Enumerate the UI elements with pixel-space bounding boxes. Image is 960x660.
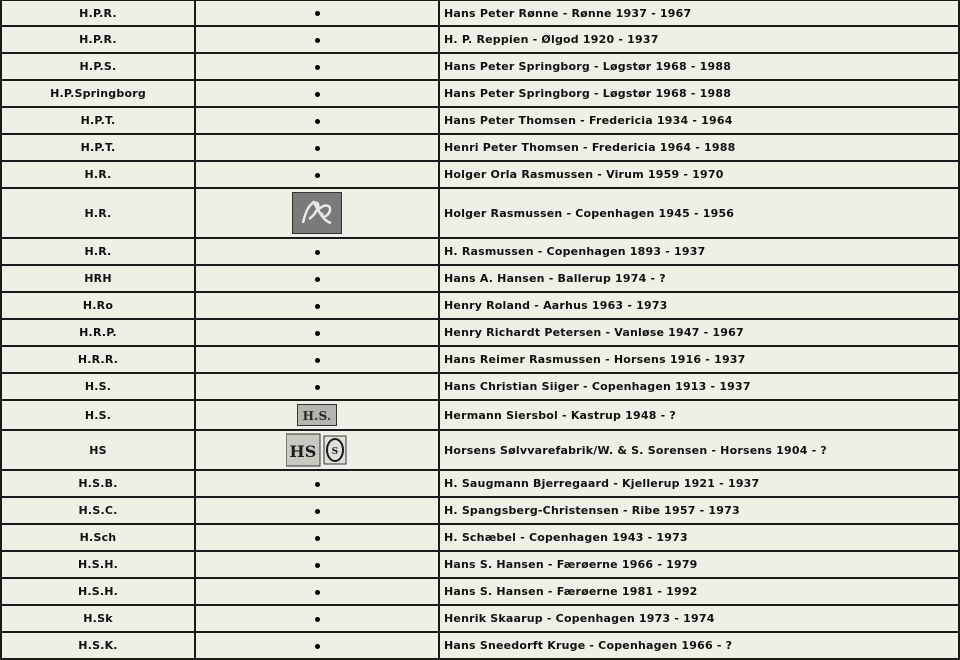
table-row [1, 134, 959, 161]
mark-cell [195, 497, 439, 524]
table-row [1, 238, 959, 265]
abbreviation-cell: HRH [1, 265, 195, 292]
bullet-icon [315, 173, 320, 178]
mark-cell [195, 53, 439, 80]
hs-double-stamp-image [286, 433, 348, 467]
table-row [1, 470, 959, 497]
bullet-icon [315, 11, 320, 16]
bullet-icon [315, 304, 320, 309]
bullet-icon [315, 482, 320, 487]
mark-cell [195, 319, 439, 346]
mark-cell [195, 188, 439, 238]
bullet-icon [315, 590, 320, 595]
abbreviation-cell: H.R.R. [1, 346, 195, 373]
maker-cell: H. Saugmann Bjerregaard - Kjellerup 1921 - 1937 [439, 470, 959, 497]
mark-cell [195, 400, 439, 430]
mark-cell [195, 578, 439, 605]
maker-cell: Henri Peter Thomsen - Fredericia 1964 - 1988 [439, 134, 959, 161]
bullet-icon [315, 38, 320, 43]
abbreviation-cell: H.S.K. [1, 632, 195, 659]
table-row [1, 26, 959, 53]
table-row [1, 578, 959, 605]
table-row [1, 400, 959, 430]
abbreviation-cell: H.P.Springborg [1, 80, 195, 107]
abbreviation-cell: H.P.T. [1, 107, 195, 134]
maker-cell: Hermann Siersbol - Kastrup 1948 - ? [439, 400, 959, 430]
abbreviation-cell: H.R. [1, 161, 195, 188]
mark-cell [195, 373, 439, 400]
mark-cell [195, 161, 439, 188]
maker-cell: Hans Peter Thomsen - Fredericia 1934 - 1964 [439, 107, 959, 134]
bullet-icon [315, 358, 320, 363]
maker-cell: Henrik Skaarup - Copenhagen 1973 - 1974 [439, 605, 959, 632]
bullet-icon [315, 119, 320, 124]
bullet-icon [315, 146, 320, 151]
table-row [1, 107, 959, 134]
mark-cell [195, 551, 439, 578]
maker-cell: H. Spangsberg-Christensen - Ribe 1957 - 1973 [439, 497, 959, 524]
bullet-icon [315, 65, 320, 70]
table-row [1, 524, 959, 551]
maker-cell: Hans Sneedorft Kruge - Copenhagen 1966 - ? [439, 632, 959, 659]
abbreviation-cell: H.R.P. [1, 319, 195, 346]
table-row [1, 80, 959, 107]
mark-cell [195, 0, 439, 26]
maker-cell: Hans Reimer Rasmussen - Horsens 1916 - 1937 [439, 346, 959, 373]
abbreviation-cell: H.P.R. [1, 26, 195, 53]
hs-stamp-image [297, 404, 337, 426]
bullet-icon [315, 250, 320, 255]
abbreviation-cell: H.S. [1, 373, 195, 400]
bullet-icon [315, 644, 320, 649]
abbreviation-cell: H.R. [1, 238, 195, 265]
abbreviation-cell: H.P.R. [1, 0, 195, 26]
table-row [1, 265, 959, 292]
mark-cell [195, 238, 439, 265]
maker-cell: H. Schæbel - Copenhagen 1943 - 1973 [439, 524, 959, 551]
svg-text:HS: HS [289, 442, 317, 461]
bullet-icon [315, 385, 320, 390]
abbreviation-cell: H.S.H. [1, 578, 195, 605]
table-row [1, 551, 959, 578]
table-row [1, 292, 959, 319]
abbreviation-cell: H.S.B. [1, 470, 195, 497]
svg-text:S: S [331, 447, 339, 457]
abbreviation-cell: H.P.T. [1, 134, 195, 161]
mark-cell [195, 107, 439, 134]
table-row [1, 346, 959, 373]
maker-cell: Hans Peter Rønne - Rønne 1937 - 1967 [439, 0, 959, 26]
abbreviation-cell: H.Sch [1, 524, 195, 551]
maker-cell: Hans S. Hansen - Færøerne 1966 - 1979 [439, 551, 959, 578]
abbreviation-cell: H.S.C. [1, 497, 195, 524]
bullet-icon [315, 536, 320, 541]
maker-cell: H. Rasmussen - Copenhagen 1893 - 1937 [439, 238, 959, 265]
abbreviation-cell: H.S.H. [1, 551, 195, 578]
maker-cell: Henry Roland - Aarhus 1963 - 1973 [439, 292, 959, 319]
bullet-icon [315, 509, 320, 514]
bullet-icon [315, 277, 320, 282]
mark-cell [195, 292, 439, 319]
table-row [1, 161, 959, 188]
maker-cell: Horsens Sølvvarefabrik/W. & S. Sorensen - Horsens 1904 - ? [439, 430, 959, 470]
maker-cell: Hans Christian Siiger - Copenhagen 1913 - 1937 [439, 373, 959, 400]
svg-text:H.S.: H.S. [302, 409, 332, 423]
mark-cell [195, 26, 439, 53]
mark-cell [195, 470, 439, 497]
mark-cell [195, 430, 439, 470]
maker-cell: Hans Peter Springborg - Løgstør 1968 - 1988 [439, 53, 959, 80]
maker-cell: Hans S. Hansen - Færøerne 1981 - 1992 [439, 578, 959, 605]
mark-cell [195, 632, 439, 659]
mark-cell [195, 265, 439, 292]
mark-cell [195, 80, 439, 107]
maker-cell: Henry Richardt Petersen - Vanløse 1947 - 1967 [439, 319, 959, 346]
abbreviation-cell: H.S. [1, 400, 195, 430]
maker-cell: Hans A. Hansen - Ballerup 1974 - ? [439, 265, 959, 292]
abbreviation-cell: H.Ro [1, 292, 195, 319]
bullet-icon [315, 563, 320, 568]
monogram-stamp-image [292, 192, 342, 234]
table-row [1, 53, 959, 80]
mark-cell [195, 346, 439, 373]
bullet-icon [315, 617, 320, 622]
table-row [1, 319, 959, 346]
maker-cell: Holger Rasmussen - Copenhagen 1945 - 1956 [439, 188, 959, 238]
mark-cell [195, 524, 439, 551]
abbreviation-cell: H.R. [1, 188, 195, 238]
maker-cell: Holger Orla Rasmussen - Virum 1959 - 1970 [439, 161, 959, 188]
table-row [1, 0, 959, 26]
bullet-icon [315, 331, 320, 336]
mark-cell [195, 134, 439, 161]
table-row [1, 605, 959, 632]
table-row [1, 430, 959, 470]
maker-cell: Hans Peter Springborg - Løgstør 1968 - 1988 [439, 80, 959, 107]
table-row [1, 188, 959, 238]
table-row [1, 373, 959, 400]
maker-cell: H. P. Reppien - Ølgod 1920 - 1937 [439, 26, 959, 53]
abbreviation-cell: HS [1, 430, 195, 470]
abbreviation-cell: H.P.S. [1, 53, 195, 80]
table-row [1, 497, 959, 524]
table-row [1, 632, 959, 659]
bullet-icon [315, 92, 320, 97]
abbreviation-cell: H.Sk [1, 605, 195, 632]
mark-cell [195, 605, 439, 632]
